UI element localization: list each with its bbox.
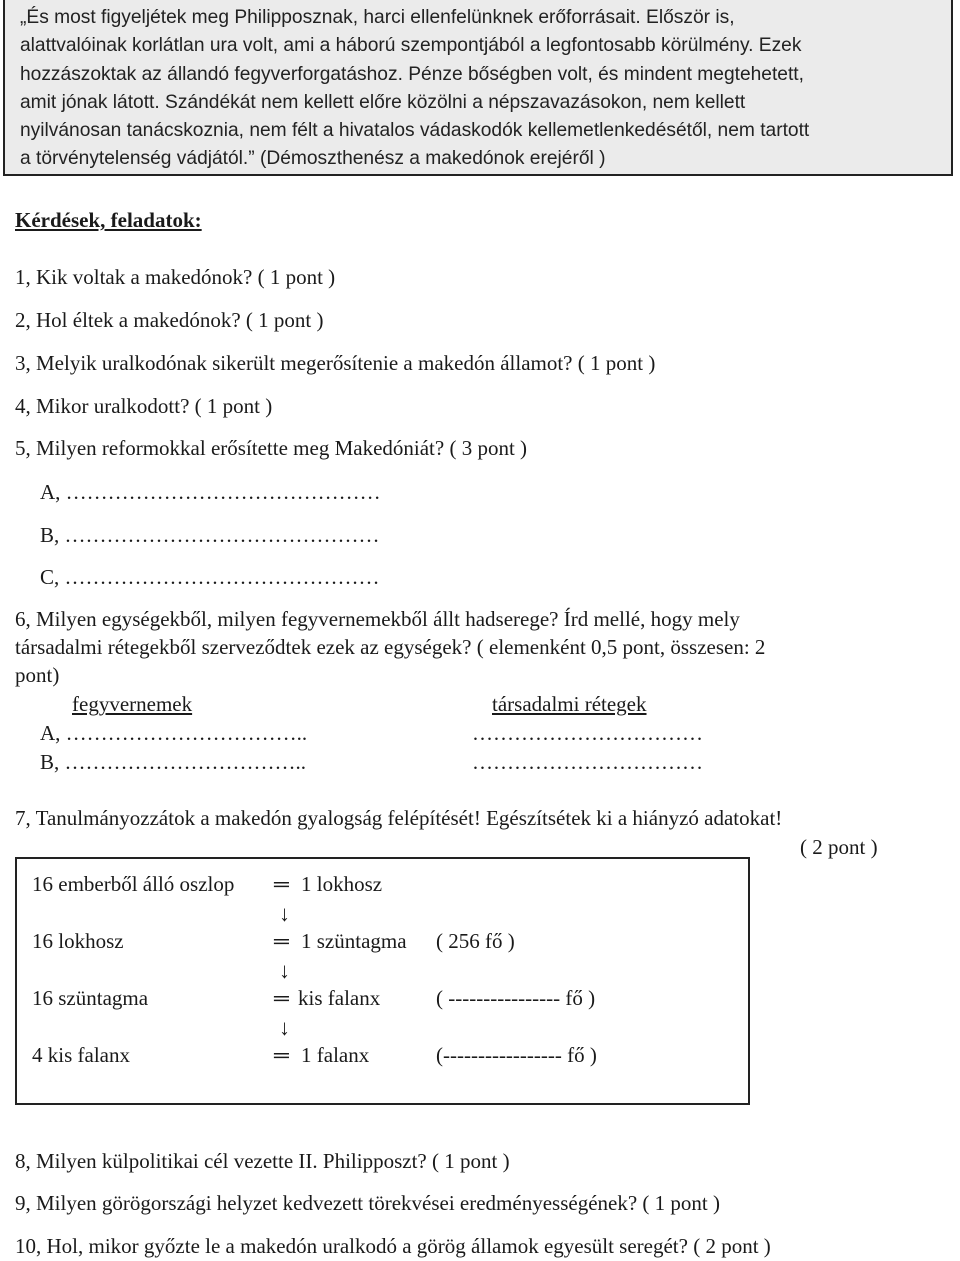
table-row-4-left: 4 kis falanx (32, 1043, 130, 1067)
arrow-down-icon: ↓ (279, 901, 290, 926)
arrow-down-icon: ↓ (279, 958, 290, 983)
table-row-4-right[interactable]: (----------------- fő ) (436, 1043, 597, 1067)
question-8: 8, Milyen külpolitikai cél vezette II. Philipposzt? ( 1 pont ) (15, 1149, 510, 1173)
quote-line: hozzászoktak az állandó fegyverforgatáshoz. Pénze bőségben volt, és mindent megtehetett, (20, 63, 804, 85)
question-6-line: pont) (15, 663, 60, 687)
answer-line-c[interactable]: C, ……………………………………… (40, 565, 380, 589)
question-5: 5, Milyen reformokkal erősítette meg Makedóniát? ( 3 pont ) (15, 436, 528, 460)
table-row-1-mid: 1 lokhosz (301, 872, 383, 896)
quote-text (20, 4, 950, 174)
table-row-2-mid: 1 szüntagma (301, 929, 407, 953)
equals-sign: ═ (274, 929, 289, 953)
question-7-points: ( 2 pont ) (800, 835, 878, 859)
column-header-fegyvernemek: fegyvernemek (72, 692, 193, 716)
question-10: 10, Hol, mikor győzte le a makedón uralkodó a görög államok egyesült seregét? ( 2 pont ) (15, 1234, 771, 1258)
quote-line: a törvénytelenség vádjától.” (Démoszthenész a makedónok erejéről ) (20, 148, 606, 170)
equals-sign: ═ (274, 986, 289, 1010)
q6-row-b-left[interactable]: B, …………………………….. (40, 750, 307, 774)
questions-heading: Kérdések, feladatok: (15, 208, 202, 232)
question-3: 3, Melyik uralkodónak sikerült megerősítenie a makedón államot? ( 1 pont ) (15, 351, 656, 375)
quote-line: „És most figyeljétek meg Philipposznak, harci ellenfelünknek erőforrásait. Először is, (20, 7, 735, 28)
quote-box (3, 0, 953, 176)
answer-line-a[interactable]: A, ……………………………………… (40, 480, 381, 504)
table-row-4-mid: 1 falanx (301, 1043, 370, 1067)
question-1: 1, Kik voltak a makedónok? ( 1 pont ) (15, 265, 336, 289)
arrow-down-icon: ↓ (279, 1015, 290, 1040)
equals-sign: ═ (274, 872, 289, 896)
table-row-3-mid: kis falanx (298, 986, 381, 1010)
table-row-2-right: ( 256 fő ) (436, 929, 515, 953)
table-row-3-left: 16 szüntagma (32, 986, 149, 1010)
question-6-line: társadalmi rétegekből szerveződtek ezek az egységek? ( elemenként 0,5 pont, összesen: 2 (15, 635, 766, 659)
q6-row-a-left[interactable]: A, …………………………….. (40, 721, 308, 745)
column-header-tarsadalmi-retegek: társadalmi rétegek (492, 692, 647, 716)
question-2: 2, Hol éltek a makedónok? ( 1 pont ) (15, 308, 324, 332)
table-row-3-right[interactable]: ( ---------------- fő ) (436, 986, 596, 1010)
q6-row-a-right[interactable]: …………………………… (472, 721, 703, 745)
q6-row-b-right[interactable]: …………………………… (472, 750, 703, 774)
answer-line-b[interactable]: B, ……………………………………… (40, 523, 380, 547)
question-6-line: 6, Milyen egységekből, milyen fegyvernemekből állt hadserege? Írd mellé, hogy mely (15, 607, 740, 631)
equals-sign: ═ (274, 1043, 289, 1067)
quote-line: amit jónak látott. Szándékát nem kellett előre közölni a népszavazásokon, nem kellett (20, 91, 746, 113)
quote-line: alattvalóinak korlátlan ura volt, ami a háború szempontjából a legfontosabb körülmény. Ezek (20, 35, 802, 57)
quote-line: nyilvánosan tanácskoznia, nem félt a hivatalos vádaskodók kellemetlenkedésétől, nem tartott (20, 120, 810, 142)
question-7: 7, Tanulmányozzátok a makedón gyalogság felépítését! Egészítsétek ki a hiányzó adatokat! (15, 806, 783, 830)
question-9: 9, Milyen görögországi helyzet kedvezett törekvései eredményességének? ( 1 pont ) (15, 1191, 720, 1215)
table-row-1-left: 16 emberből álló oszlop (32, 872, 235, 896)
question-4: 4, Mikor uralkodott? ( 1 pont ) (15, 394, 273, 418)
table-row-2-left: 16 lokhosz (32, 929, 124, 953)
